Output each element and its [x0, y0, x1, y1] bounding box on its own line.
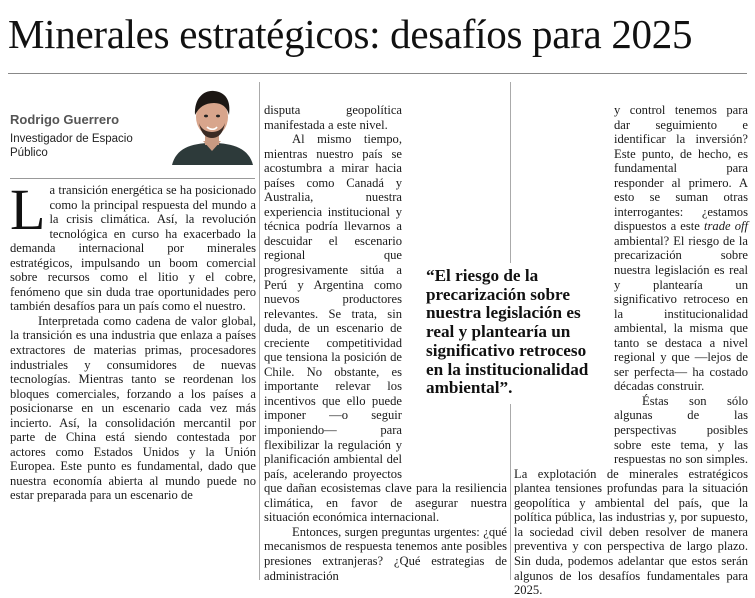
paragraph-text: a transición energética se ha posicionado como la principal respuesta del mundo a la crisis climática. Así, la revolución tecnológica en curso ha exacerbado la demanda internacional por minerales estratégicos, impulsando un boom comercial sobre recursos como el litio y el cobre, fenómeno que sin duda trae oportunidades pero también desafíos para un país como el nuestro.	[10, 183, 256, 314]
author-name: Rodrigo Guerrero	[10, 112, 120, 127]
paragraph: Entonces, surgen preguntas urgentes: ¿qué mecanismos de respuesta tenemos ante posibles presiones extranjeras? ¿Qué estrategias de administración	[264, 524, 507, 583]
paragraph: Interpretada como cadena de valor global, la transición es una industria que enlaza a países extractores de materias primas, procesadores industriales y consumidores de nuevas tecnologías. Mientras tanto se reordenan los bloques comerciales, forzando a los países a posicionarse en un escenario cada vez más incierto. Así, la consolidación mercantil por parte de China está siendo contestada por actores como Estados Unidos y la Unión Europea. Este punto es fundamental, dado que nuestra economía abierta al mundo puede no estar preparada para un escenario de	[10, 313, 256, 503]
emphasis: trade off	[704, 219, 748, 234]
author-photo	[170, 85, 255, 165]
pull-quote: “El riesgo de la precarización sobre nuestra legislación es real y plantearía un significativo retroceso en la institucionalidad ambiental”.	[422, 263, 608, 404]
author-separator	[10, 178, 255, 179]
paragraph: disputa geopolítica manifestada a este nivel.	[264, 103, 402, 132]
paragraph-text: y control tenemos para dar seguimiento e identificar la inversión? Este punto, de hecho, es fundamental para responder al primero. A esto se suman otras interrogantes: ¿estamos dispuestos a este	[614, 103, 748, 234]
headline: Minerales estratégicos: desafíos para 2025	[8, 11, 693, 57]
dropcap: L	[10, 177, 46, 242]
paragraph	[10, 177, 256, 314]
headline-rule	[8, 73, 747, 74]
paragraph-text: ambiental? El riesgo de la precarización sobre nuestra legislación es real y plantearía un significativo retroceso en la institucionalidad ambiental, la misma que tanto se destaca a nivel regional y que —lejos de ser perfecta— ha costado décadas construir.	[614, 233, 748, 394]
paragraph: Al mismo tiempo, mientras nuestro país se acostumbra a mirar hacia países como Canadá y Australia, nuestra experiencia institucional y técnica podría llevarnos a descuidar el escenario regional que progresivamente sitúa a Perú y Argentina como nuevos productores relevantes. Se trata, sin duda, de un escenario de creciente competitividad que tensiona la posición de Chile. No obstante, es importante relevar los incentivos que ello puede imponer —o seguir imponiendo— para flexibilizar la regulación y planificación ambiental del país, acelerando proyectos que dañan ecosistemas clave para la resiliencia climática, en favor de asegurar nuestra situación económica internacional.	[264, 132, 507, 525]
column-1	[10, 177, 256, 503]
author-role: Investigador de Espacio Público	[10, 133, 133, 159]
column-rule	[259, 82, 260, 580]
paragraph: Éstas son sólo algunas de las perspectivas posibles sobre este tema, y las respuestas no son simples. La explotación de minerales estratégicos plantea tensiones profundas para la situación geopolítica y ambiental del país, que la política pública, las industrias y, por supuesto, la sociedad civil deben resolver de manera preventiva y con perspectiva de largo plazo. Sin duda, podemos adelantar que estos serán algunos de los desafíos fundamentales para 2025.	[514, 393, 748, 598]
